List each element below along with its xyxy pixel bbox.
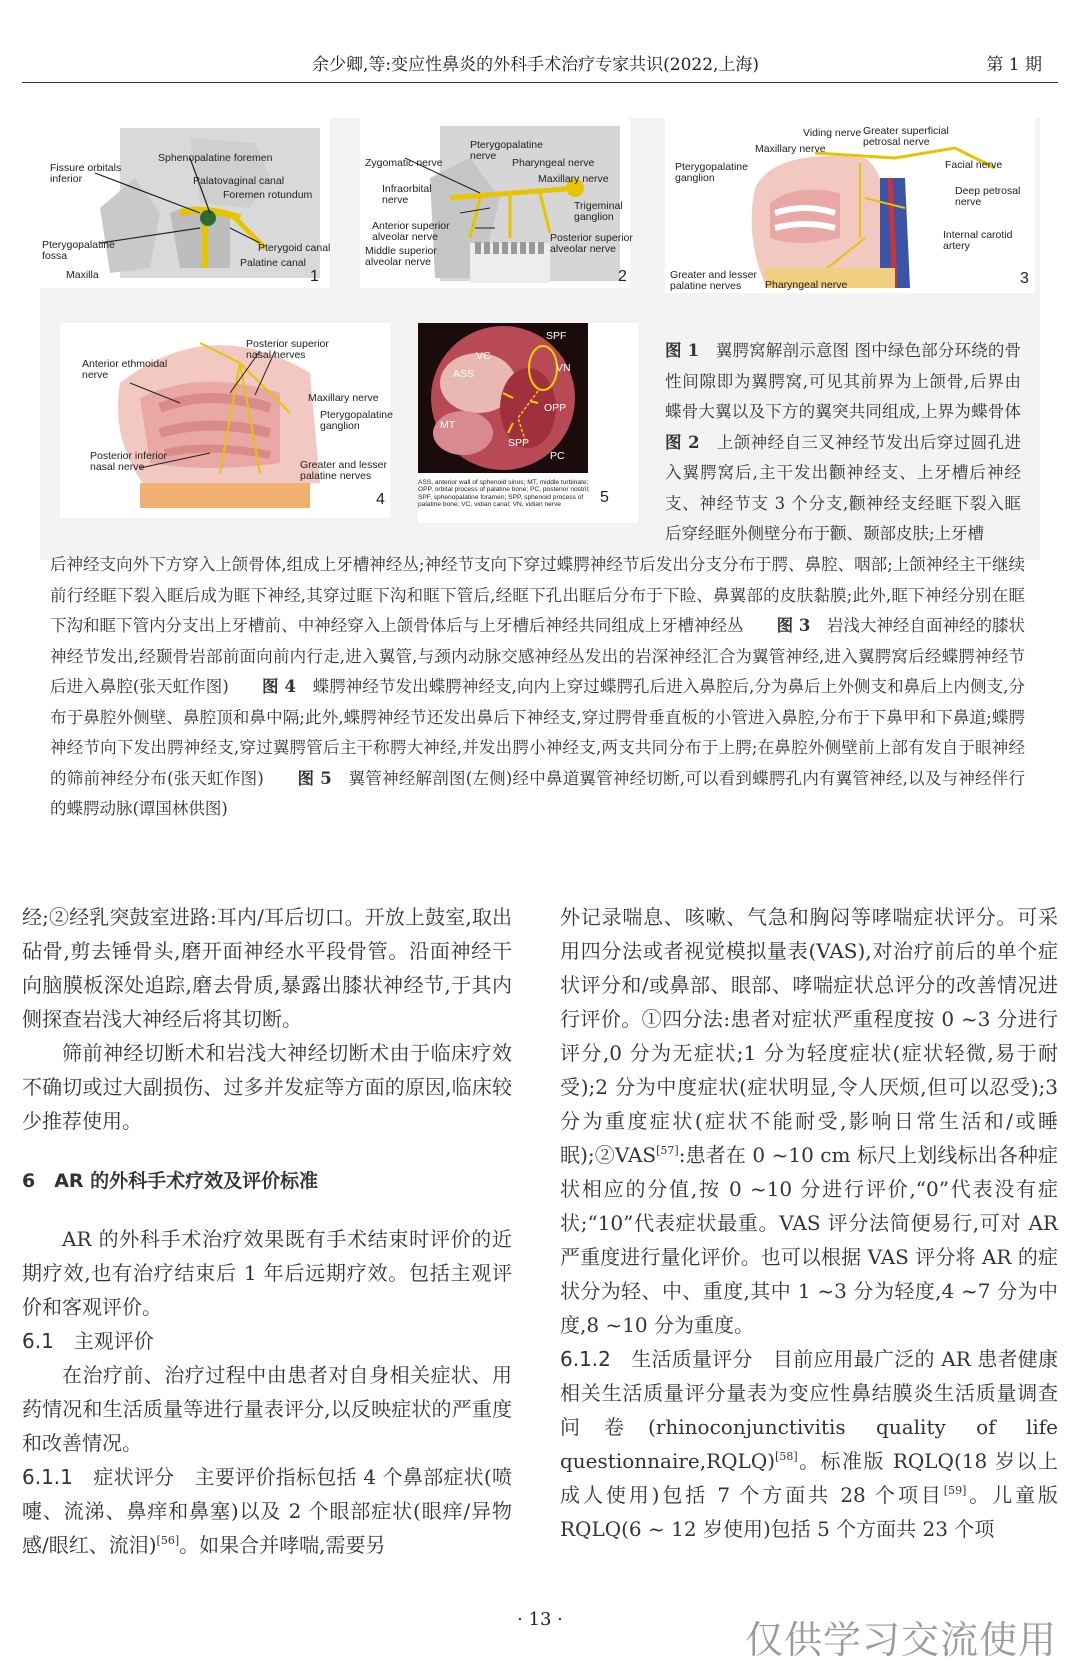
figure-3-label: Viding nerve <box>803 127 862 139</box>
figure-2-label: Pharyngeal nerve <box>512 157 595 169</box>
running-title: 余少卿,等:变应性鼻炎的外科手术治疗专家共识(2022,上海) <box>312 55 760 75</box>
paragraph-text: 。标准版 RQLQ(18 岁以上成人使用)包括 7 个方面共 28 个项目 <box>560 1449 1058 1507</box>
paragraph <box>560 900 1058 1342</box>
citation: [58] <box>775 1450 798 1463</box>
figure-1-label: Palatine canal <box>240 257 306 269</box>
figure-5-legend: ASS, anterior wall of sphenoid sinus; MT, middle turbinate; OPP, orbital process of palatine bone; PC, posterior nostril; SPF, sphenopalatine foramen; SPP, sphenoid process of palatine bone; VC, vidian canal; VN, vidian nerve <box>418 479 590 509</box>
figure-2-label: Anterior superior alveolar nerve <box>372 220 450 243</box>
figure-4-label: Posterior inferior nasal nerve <box>90 450 168 473</box>
paragraph-text: 外记录喘息、咳嗽、气急和胸闷等哮喘症状评分。可采用四分法或者视觉模拟量表(VAS),对治疗前后的单个症状评分和/或鼻部、眼部、哮喘症状总评分的改善情况进行评价。①四分法:患者对症状严重程度按 0 ~3 分进行评分,0 分为无症状;1 分为轻度症状(症状轻微,易于耐受);2 分为中度症状(症状明显,令人厌烦,但可以忍受);3 分为重度症状(症状不能耐受,影响日常生活和/或睡眠);②VAS <box>560 905 1058 1167</box>
figure-2-label: Posterior superior alveolar nerve <box>550 232 633 255</box>
section-heading-6: 6 AR 的外科手术疗效及评价标准 <box>22 1170 319 1192</box>
paragraph-text: :患者在 0 ~10 cm 标尺上划线标出各种症状相应的分值,按 0 ~10 分进行评价,“0”代表没有症状;“10”代表症状最重。VAS 评分法简便易行,可对 AR 严重度进行量化评价。也可以根据 VAS 评分将 AR 的症状分为轻、中、重度,其中 1 ~3 分为轻度,4 ~7 分为中度,8 ~10 分为重度。 <box>560 1143 1059 1337</box>
figure-3-label: Pharyngeal nerve <box>765 279 848 291</box>
paragraph-text: 。如果合并哮喘,需要另 <box>179 1533 386 1557</box>
citation: [56] <box>156 1534 180 1547</box>
figure-2-number: 2 <box>618 268 627 285</box>
figure-5-label: SPF <box>546 330 567 342</box>
subsection-heading-6-1-2: 6.1.2 生活质量评分 <box>560 1347 753 1371</box>
caption-fig4-label: 图 4 <box>262 677 296 696</box>
paragraph: AR 的外科手术治疗效果既有手术结束时评价的近期疗效,也有治疗结束后 1 年后远期疗效。包括主观评价和客观评价。 <box>22 1227 512 1319</box>
figure-2-label: Trigeminal ganglion <box>574 200 623 223</box>
caption-fig1-label: 图 1 <box>665 341 700 360</box>
figure-5-panel <box>418 323 638 523</box>
figure-4-number: 4 <box>376 491 385 508</box>
page-number: · 13 · <box>517 1609 563 1630</box>
figure-3-label: Internal carotid artery <box>943 229 1013 252</box>
running-header <box>22 46 1058 83</box>
figure-3-number: 3 <box>1020 270 1029 287</box>
paragraph-text: 目前应用最广泛的 AR 患者健康相关生活质量评分量表为变应性鼻结膜炎生活质量调查问卷(rhinoconjunctivitis quality of life questionnaire,RQLQ) <box>560 1347 1059 1473</box>
figure-5-label: PC <box>550 450 565 462</box>
figure-4-label: Anterior ethmoidal nerve <box>82 358 168 381</box>
paragraph-text: 主要评价指标包括 4 个鼻部症状(喷嚏、流涕、鼻痒和鼻塞)以及 2 个眼部症状(眼痒/异物感/眼红、流泪) <box>22 1465 512 1557</box>
figure-5-label: ASS <box>453 368 475 380</box>
figure-1-label: Pterygopalatine fossa <box>42 239 115 262</box>
caption-fig3-text: 岩浅大神经自面神经的膝状神经节发出,经颞骨岩部前面向前内行走,进入翼管,与颈内动脉交感神经丛发出的岩深神经汇合为翼管神经,进入翼腭窝后经蝶腭神经节后进入鼻腔(张天虹作图) <box>50 616 1026 696</box>
figure-2-label: Maxillary nerve <box>538 173 609 185</box>
figure-3-label: Greater superficial petrosal nerve <box>863 125 949 148</box>
figure-4-label: Maxillary nerve <box>308 392 379 404</box>
figure-caption-full <box>50 550 1025 825</box>
figure-2-label: Zygomatic nerve <box>365 157 443 169</box>
section-heading-6-1: 6.1 主观评价 <box>22 1329 154 1353</box>
caption-fig5-text: 翼管神经解剖图(左侧)经中鼻道翼管神经切断,可以看到蝶腭孔内有翼管神经,以及与神经伴行的蝶腭动脉(谭国林供图) <box>50 768 1026 818</box>
figure-1-number: 1 <box>310 268 319 285</box>
figure-5-label: MT <box>440 419 456 431</box>
figure-1-label: Fissure orbitals inferior <box>50 162 122 185</box>
figure-2-label: Middle superior alveolar nerve <box>365 245 437 268</box>
figure-3-label: Deep petrosal nerve <box>955 185 1021 208</box>
paragraph-6-1-2 <box>560 1342 1058 1546</box>
issue-number: 第 1 期 <box>986 55 1042 75</box>
paragraph: 经;②经乳突鼓室进路:耳内/耳后切口。开放上鼓室,取出砧骨,剪去锤骨头,磨开面神经水平段骨管。沿面神经干向脑膜板深处追踪,磨去骨质,暴露出膝状神经节,于其内侧探查岩浅大神经后将其切断。 <box>22 905 512 1031</box>
figure-4-label: Posterior superior nasal nerves <box>246 338 329 361</box>
figure-4-panel <box>60 323 393 518</box>
paragraph-text: 。儿童版 RQLQ(6 ~ 12 岁使用)包括 5 个方面共 23 个项 <box>560 1483 1059 1541</box>
paragraph: 筛前神经切断术和岩浅大神经切断术由于临床疗效不确切或过大副损伤、过多并发症等方面的原因,临床较少推荐使用。 <box>22 1041 512 1133</box>
figure-5-label: VN <box>556 362 571 374</box>
figure-3-label: Maxillary nerve <box>755 143 826 155</box>
subsection-heading-6-1-1: 6.1.1 症状评分 <box>22 1465 175 1489</box>
figure-1-label: Maxilla <box>66 269 99 281</box>
caption-fig2-label: 图 2 <box>665 432 700 452</box>
figure-5-label: SPP <box>508 437 530 449</box>
figure-1-label: Sphenopalatine foremen <box>158 152 273 164</box>
figure-5-label: OPP <box>544 402 567 414</box>
caption-fig1-text: 翼腭窝解剖示意图 图中绿色部分环绕的骨性间隙即为翼腭窝,可见其前界为上颌骨,后界由蝶骨大翼以及下方的翼突共同组成,上界为蝶骨体 <box>665 341 1021 421</box>
caption-fig3-label: 图 3 <box>776 616 811 635</box>
figure-3-panel <box>665 118 1035 293</box>
watermark-text: 仅供学习交流使用 <box>745 1618 1058 1662</box>
figure-1-panel <box>40 118 330 288</box>
figure-4-label: Greater and lesser palatine nerves <box>300 459 387 482</box>
figure-3-label: Pterygopalatine ganglion <box>675 161 748 184</box>
figure-3-label: Facial nerve <box>945 159 1003 171</box>
figure-3-label: Greater and lesser palatine nerves <box>670 269 757 292</box>
caption-fig4-text: 蝶腭神经节发出蝶腭神经支,向内上穿过蝶腭孔后进入鼻腔后,分为鼻后上外侧支和鼻后上内侧支,分布于鼻腔外侧壁、鼻腔顶和鼻中隔;此外,蝶腭神经节还发出鼻后下神经支,穿过腭骨垂直板的小管进入鼻腔,分布于下鼻甲和下鼻道;蝶腭神经节向下发出腭神经支,穿过翼腭管后主干称腭大神经,并发出腭小神经支,两支共同分布于上腭;在鼻腔外侧壁前上部有发自于眼神经的筛前神经分布(张天虹作图) <box>50 677 1026 788</box>
figure-5-number: 5 <box>600 489 609 506</box>
figure-1-label: Pterygoid canal <box>258 242 331 254</box>
figure-2-panel <box>360 118 633 288</box>
citation: [57] <box>656 1144 679 1157</box>
caption-fig2-text-a: 上颌神经自三叉神经节发出后穿过圆孔进入翼腭窝后,主干发出颧神经支、上牙槽后神经支、神经节支 3 个分支,颧神经支经眶下裂入眶后穿经眶外侧壁分布于颧、颞部皮肤;上牙槽 <box>665 432 1022 543</box>
figure-2-label: Infraorbital nerve <box>382 183 432 206</box>
figure-1-label: Foremen rotundum <box>223 189 313 201</box>
figure-2-label: Pterygopalatine nerve <box>470 139 543 162</box>
paragraph-6-1-1 <box>22 1460 512 1562</box>
paragraph: 在治疗前、治疗过程中由患者对自身相关症状、用药情况和生活质量等进行量表评分,以反映症状的严重度和改善情况。 <box>22 1363 512 1455</box>
figure-5-label: VC <box>476 350 491 362</box>
citation: [59] <box>943 1484 967 1497</box>
caption-fig2-text-b: 后神经支向外下方穿入上颌骨体,组成上牙槽神经丛;神经节支向下穿过蝶腭神经节后发出分支分布于腭、鼻腔、咽部;上颌神经主干继续前行经眶下裂入眶后成为眶下神经,其穿过眶下沟和眶下管后,经眶下孔出眶后分布于下睑、鼻翼部的皮肤黏膜;此外,眶下神经分别在眶下沟和眶下管内分支出上牙槽前、中神经穿入上颌骨体后与上牙槽后神经共同组成上牙槽神经丛 <box>50 555 1025 635</box>
figure-4-label: Pterygopalatine ganglion <box>320 409 393 432</box>
body-right-column <box>560 900 1058 1546</box>
body-left-column <box>22 900 512 1562</box>
figure-caption-right <box>665 336 1021 550</box>
caption-fig5-label: 图 5 <box>297 768 332 788</box>
figure-1-label: Palatovaginal canal <box>193 175 285 187</box>
